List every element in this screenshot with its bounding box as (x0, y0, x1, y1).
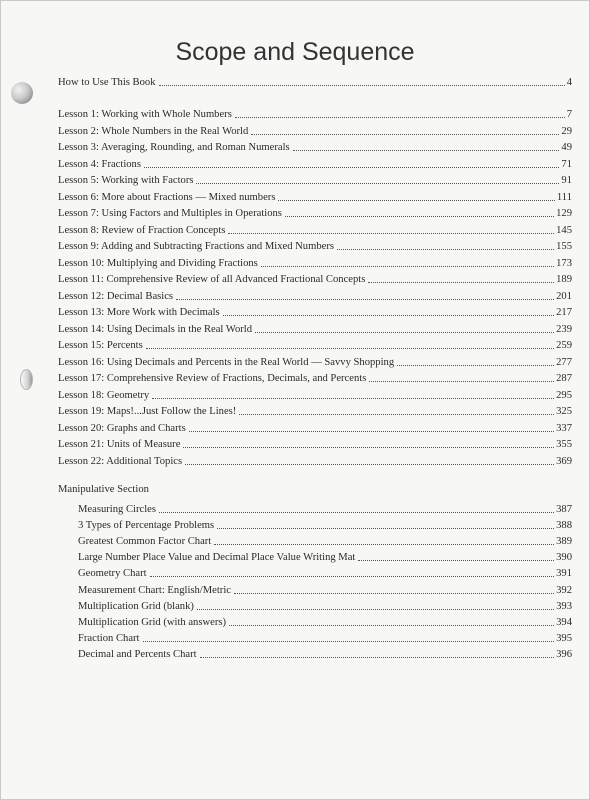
toc-entry-label: Lesson 16: Using Decimals and Percents in the Real World — Savvy Shopping (58, 356, 395, 368)
dot-leader (397, 365, 554, 366)
toc-entry-lesson[interactable] (58, 385, 572, 402)
manipulative-entry[interactable] (78, 547, 572, 564)
dot-leader (200, 657, 555, 658)
toc-entry-page: 111 (556, 191, 572, 203)
toc-entry-label: Lesson 2: Whole Numbers in the Real World (58, 125, 249, 137)
dot-leader (228, 233, 554, 234)
toc-entry-label: Lesson 10: Multiplying and Dividing Fractions (58, 257, 258, 269)
dot-leader (183, 447, 554, 448)
dot-leader (146, 348, 554, 349)
toc-entry-label: Lesson 19: Maps!...Just Follow the Lines! (58, 406, 237, 417)
toc-entry-page: 369 (556, 455, 572, 467)
toc-entry-intro[interactable] (58, 72, 572, 89)
toc-entry-page: 337 (556, 422, 572, 434)
binder-hole (20, 369, 33, 390)
page-title: Scope and Sequence (175, 38, 415, 66)
toc-entry-page: 277 (556, 356, 572, 368)
dot-leader (369, 381, 554, 382)
toc-entry-lesson[interactable] (58, 401, 572, 418)
toc-entry-lesson[interactable] (58, 121, 572, 138)
manipulative-entry[interactable] (78, 563, 572, 580)
dot-leader (159, 85, 565, 86)
dot-leader (185, 464, 554, 465)
toc-entry-lesson[interactable] (58, 286, 572, 303)
toc-entry-lesson[interactable] (58, 236, 572, 253)
toc-entry-page: 355 (556, 439, 572, 450)
dot-leader (358, 560, 554, 561)
dot-leader (150, 576, 555, 577)
toc-entry-label: Measuring Circles (78, 504, 156, 515)
toc-entry-label: Lesson 18: Geometry (58, 389, 150, 401)
toc-entry-page: 388 (556, 520, 572, 532)
toc-entry-page: 49 (561, 142, 572, 153)
toc-entry-label: Lesson 1: Working with Whole Numbers (58, 109, 232, 120)
toc-entry-page: 287 (556, 373, 572, 384)
toc-entry-label: Lesson 17: Comprehensive Review of Fractions, Decimals, and Percents (58, 373, 367, 384)
dot-leader (261, 266, 554, 267)
toc-entry-label: Lesson 3: Averaging, Rounding, and Roman Numerals (58, 142, 290, 153)
dot-leader (293, 150, 560, 151)
toc-entry-lesson[interactable] (58, 319, 572, 336)
toc-entry-lesson[interactable] (58, 154, 572, 171)
toc-entry-page: 4 (566, 77, 572, 88)
toc-entry-lesson[interactable] (58, 104, 572, 121)
toc-entry-label: Lesson 5: Working with Factors (58, 175, 194, 186)
toc-entry-page: 394 (556, 616, 572, 628)
toc-entry-lesson[interactable] (58, 137, 572, 154)
toc-entry-label: How to Use This Book (58, 77, 156, 88)
toc-entry-label: Lesson 13: More Work with Decimals (58, 307, 220, 318)
dot-leader (235, 117, 565, 118)
toc-entry-label: Decimal and Percents Chart (78, 648, 197, 660)
manipulative-entry[interactable] (78, 580, 572, 597)
dot-leader (368, 282, 554, 283)
toc-entry-label: Measurement Chart: English/Metric (78, 584, 231, 596)
toc-entry-page: 392 (556, 584, 572, 596)
toc-entry-page: 387 (556, 504, 572, 515)
toc-entry-page: 71 (561, 158, 572, 170)
manipulative-entry[interactable] (78, 628, 572, 645)
toc-entry-lesson[interactable] (58, 352, 572, 369)
toc-entry-page: 391 (556, 568, 572, 580)
toc-entry-label: Lesson 9: Adding and Subtracting Fractions and Mixed Numbers (58, 241, 334, 252)
dot-leader (152, 398, 554, 399)
dot-leader (144, 167, 559, 168)
toc-entry-page: 295 (556, 389, 572, 401)
toc-entry-page: 129 (556, 208, 572, 219)
toc-entry-lesson[interactable] (58, 170, 572, 187)
toc-entry-page: 201 (556, 290, 572, 302)
dot-leader (143, 641, 555, 642)
toc-entry-page: 173 (556, 257, 572, 269)
manipulative-entry[interactable] (78, 596, 572, 613)
toc-entry-label: Lesson 11: Comprehensive Review of all Advanced Fractional Concepts (58, 274, 366, 285)
toc-entry-page: 325 (556, 406, 572, 417)
binder-hole (11, 82, 33, 104)
dot-leader (285, 216, 554, 217)
toc-entry-label: Lesson 21: Units of Measure (58, 439, 181, 450)
toc-entry-page: 259 (556, 340, 572, 351)
toc-entry-lesson[interactable] (58, 302, 572, 319)
toc-entry-label: Lesson 7: Using Factors and Multiples in Operations (58, 208, 282, 219)
toc-entry-page: 239 (556, 323, 572, 335)
toc-entry-label: Large Number Place Value and Decimal Place Value Writing Mat (78, 552, 356, 564)
manipulative-entry[interactable] (78, 644, 572, 661)
toc-entry-label: Lesson 20: Graphs and Charts (58, 422, 186, 434)
manipulative-entry[interactable] (78, 531, 572, 548)
dot-leader (223, 315, 554, 316)
toc-entry-label: Lesson 12: Decimal Basics (58, 290, 174, 302)
toc-entry-page: 189 (556, 274, 572, 285)
toc-entry-label: Lesson 15: Percents (58, 340, 143, 351)
toc-entry-page: 29 (561, 125, 572, 137)
toc-entry-lesson[interactable] (58, 187, 572, 204)
dot-leader (251, 134, 559, 135)
toc-entry-label: Lesson 8: Review of Fraction Concepts (58, 224, 226, 236)
toc-entry-page: 145 (556, 224, 572, 236)
toc-entry-lesson[interactable] (58, 368, 572, 385)
toc-entry-label: Multiplication Grid (with answers) (78, 616, 226, 628)
toc-entry-label: Greatest Common Factor Chart (78, 536, 212, 548)
dot-leader (255, 332, 554, 333)
dot-leader (196, 183, 559, 184)
toc-entry-page: 390 (556, 552, 572, 564)
dot-leader (217, 528, 554, 529)
toc-entry-page: 393 (556, 600, 572, 612)
toc-entry-lesson[interactable] (58, 418, 572, 435)
dot-leader (159, 512, 554, 513)
toc-entry-lesson[interactable] (58, 269, 572, 286)
toc-entry-label: Lesson 22: Additional Topics (58, 455, 183, 467)
toc-entry-page: 155 (556, 241, 572, 252)
toc-entry-lesson[interactable] (58, 434, 572, 451)
manipulative-entry[interactable] (78, 515, 572, 532)
toc-entry-label: Geometry Chart (78, 568, 147, 580)
dot-leader (214, 544, 554, 545)
manipulative-section-heading: Manipulative Section (58, 484, 149, 495)
dot-leader (337, 249, 554, 250)
dot-leader (189, 431, 554, 432)
dot-leader (239, 414, 554, 415)
toc-entry-label: 3 Types of Percentage Problems (78, 520, 215, 532)
toc-entry-page: 396 (556, 648, 572, 660)
manipulative-entry[interactable] (78, 612, 572, 629)
toc-entry-label: Multiplication Grid (blank) (78, 600, 194, 612)
dot-leader (278, 200, 554, 201)
toc-entry-lesson[interactable] (58, 203, 572, 220)
toc-entry-lesson[interactable] (58, 335, 572, 352)
toc-entry-label: Lesson 6: More about Fractions — Mixed numbers (58, 191, 276, 203)
dot-leader (176, 299, 554, 300)
toc-entry-label: Lesson 4: Fractions (58, 158, 141, 170)
toc-entry-page: 217 (556, 307, 572, 318)
toc-entry-label: Fraction Chart (78, 632, 140, 644)
manipulative-entry[interactable] (78, 499, 572, 516)
dot-leader (229, 625, 554, 626)
toc-entry-page: 91 (561, 175, 572, 186)
toc-entry-page: 395 (556, 632, 572, 644)
dot-leader (234, 593, 554, 594)
toc-entry-lesson[interactable] (58, 253, 572, 270)
dot-leader (197, 609, 554, 610)
toc-entry-lesson[interactable] (58, 220, 572, 237)
toc-entry-page: 389 (556, 536, 572, 548)
toc-entry-page: 7 (566, 109, 572, 120)
toc-entry-label: Lesson 14: Using Decimals in the Real World (58, 323, 253, 335)
toc-entry-lesson[interactable] (58, 451, 572, 468)
